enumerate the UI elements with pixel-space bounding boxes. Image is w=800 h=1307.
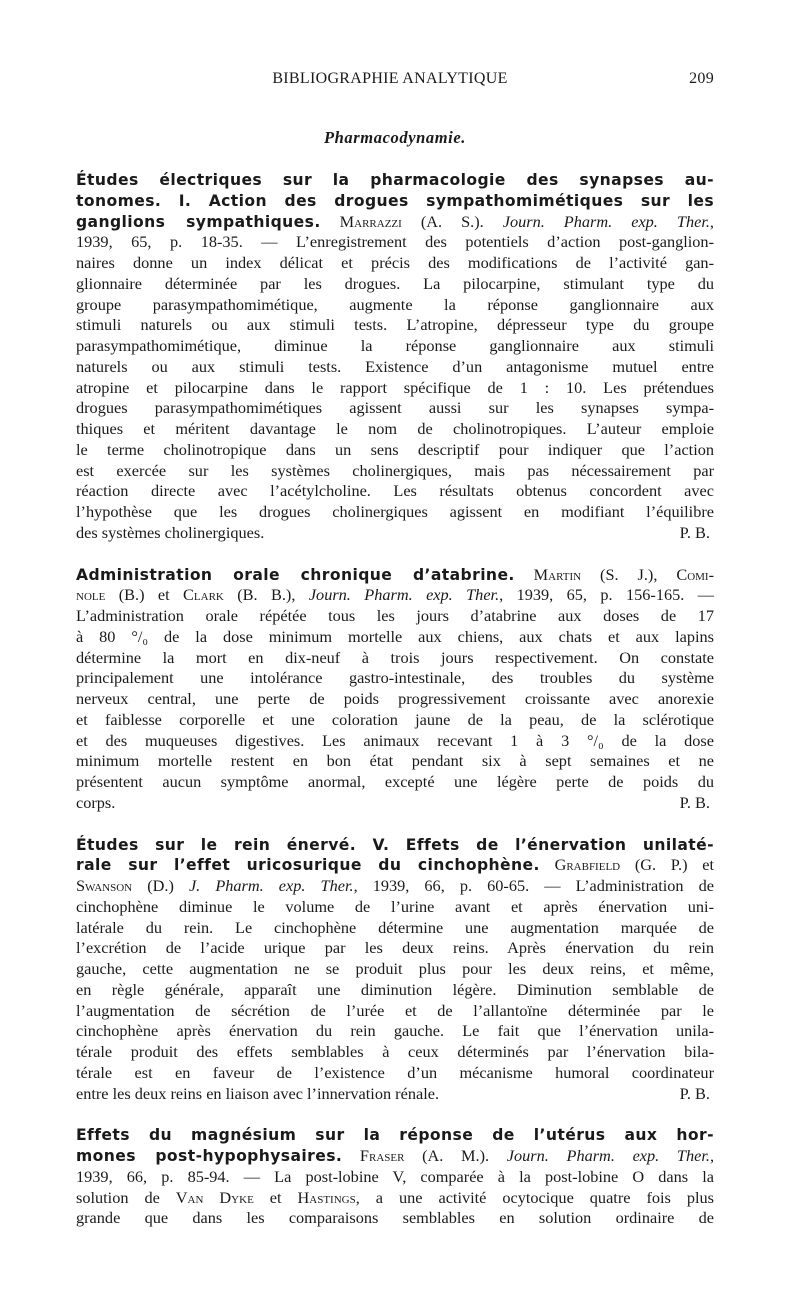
text-run: , — [709, 1146, 715, 1165]
text-line — [76, 461, 714, 482]
abstract-entry — [76, 1125, 714, 1229]
running-head-title: BIBLIOGRAPHIE ANALYTIQUE — [272, 70, 508, 87]
abstract-entry — [76, 565, 714, 814]
text-run: l’excrétion de l’acide urique par les deux reins. Après énervation du rein — [76, 938, 714, 958]
text-line — [76, 502, 714, 523]
text-line — [76, 170, 714, 191]
text-line — [76, 1167, 714, 1188]
final-line-text: des systèmes cholinergiques. — [76, 522, 265, 542]
text-run: présentent aucun symptôme anormal, excepté une légère perte de poids du — [76, 772, 714, 791]
text-line — [76, 1125, 714, 1146]
text-run: (B. B.), — [223, 585, 309, 605]
final-line — [76, 793, 714, 814]
author-name: Marrazzi — [339, 211, 402, 231]
text-line — [76, 689, 714, 710]
text-run: (D.) — [132, 876, 189, 895]
final-line-text: entre les deux reins en liaison avec l’innervation rénale. — [76, 1083, 440, 1103]
text-run: drogues parasympathomimétiques agissent aussi sur les synapses sympa- — [76, 398, 714, 418]
author-signature: P. B. — [679, 1083, 710, 1103]
text-run: (A. M.). — [404, 1146, 507, 1165]
author-name: Martin — [533, 564, 582, 584]
text-run: grande que dans les comparaisons semblables en solution ordinaire de — [76, 1208, 714, 1228]
text-run: , 1939, 65, p. 156-165. — — [499, 585, 715, 605]
text-run: 1939, 65, p. 18-35. — L’enregistrement des potentiels d’action post-ganglion- — [76, 232, 714, 252]
text-line — [76, 1042, 714, 1063]
text-run: naires donne un index délicat et précis des modifications de l’activité gan- — [76, 253, 714, 272]
text-line — [76, 336, 714, 357]
text-line — [76, 731, 714, 752]
text-line — [76, 191, 714, 212]
text-run: térale produit des effets semblables à ceux déterminés par l’énervation bila- — [76, 1042, 714, 1061]
text-line — [76, 419, 714, 440]
text-line — [76, 918, 714, 939]
text-run: (A. S.). — [401, 211, 503, 231]
entry-heading: Études électriques sur la pharmacologie des synapses au- — [76, 171, 714, 189]
text-line — [76, 606, 714, 627]
text-run: l’augmentation de sécrétion de l’urée et de l’allantoïne déterminée par le — [76, 1000, 714, 1020]
author-name: Clark — [183, 585, 224, 605]
entry-heading: Études sur le rein énervé. V. Effets de l’énervation unilaté- — [76, 835, 714, 854]
text-run — [342, 1146, 360, 1165]
journal-name: J. Pharm. exp. Ther. — [188, 876, 354, 895]
text-run: le terme cholinotropique dans un sens descriptif pour indiquer que l’action — [76, 439, 714, 459]
author-signature: P. B. — [679, 522, 710, 542]
text-line — [76, 959, 714, 980]
text-line — [76, 232, 714, 253]
text-line — [76, 1001, 714, 1022]
text-line — [76, 648, 714, 669]
text-line — [76, 565, 714, 586]
text-line — [76, 253, 714, 274]
entry-heading: rale sur l’effet uricosurique du cinchophène. — [76, 856, 540, 875]
text-run: , — [709, 211, 714, 231]
text-run: L’administration orale répétée tous les jours d’atabrine aux doses de 17 — [76, 606, 714, 625]
text-line — [76, 876, 714, 897]
text-run: principalement une intolérance gastro-intestinale, des troubles du système — [76, 668, 714, 688]
text-line — [76, 668, 714, 689]
text-run: à 80 °/₀ de la dose minimum mortelle aux chiens, aux chats et aux lapins — [76, 626, 714, 646]
text-run: stimuli naturels ou aux stimuli tests. L’atropine, dépresseur type du groupe — [76, 315, 714, 335]
text-run: atropine et pilocarpine dans le rapport spécifique de 1 : 10. Les prétendues — [76, 377, 714, 397]
text-line — [76, 1063, 714, 1084]
text-run: minimum mortelle restent en bon état pendant six à sept semaines et ne — [76, 751, 714, 771]
text-run: cinchophène après énervation du rein gauche. Le fait que l’énervation unila- — [76, 1021, 714, 1041]
text-run: latérale du rein. Le cinchophène détermine une augmentation marquée de — [76, 917, 714, 937]
final-line — [76, 523, 714, 544]
text-line — [76, 980, 714, 1001]
text-run: cinchophène diminue le volume de l’urine avant et après énervation uni- — [76, 896, 714, 916]
text-run — [321, 212, 340, 231]
author-name: Grabfield — [554, 855, 621, 875]
text-line — [76, 481, 714, 502]
text-run: (B.) et — [105, 585, 184, 605]
final-line — [76, 1084, 714, 1105]
text-run: et des muqueuses digestives. Les animaux recevant 1 à 3 °/₀ de la dose — [76, 730, 714, 750]
text-run: détermine la mort en dix-neuf à trois jours respectivement. On constate — [76, 647, 714, 667]
text-run: thiques et méritent davantage le nom de cholinotropiques. L’auteur emploie — [76, 419, 714, 438]
author-name: Hastings — [297, 1187, 356, 1207]
abstract-entry — [76, 170, 714, 544]
text-line — [76, 398, 714, 419]
author-name: Van Dyke — [175, 1187, 254, 1207]
text-line — [76, 378, 714, 399]
text-line — [76, 1146, 714, 1167]
text-run: réaction directe avec l’acétylcholine. Les résultats obtenus concordent avec — [76, 481, 714, 501]
text-line — [76, 772, 714, 793]
text-line — [76, 1208, 714, 1229]
text-line — [76, 1188, 714, 1209]
text-line — [76, 710, 714, 731]
author-signature: P. B. — [679, 792, 710, 812]
text-run: est exercée sur les systèmes cholinergiques, mais pas nécessairement par — [76, 460, 714, 480]
author-name: Swanson — [76, 876, 133, 895]
text-run: , a une activité ocytocique quatre fois plus — [355, 1187, 714, 1207]
journal-name: Journ. Pharm. exp. Ther. — [308, 585, 500, 605]
text-run: (G. P.) et — [620, 855, 714, 875]
text-run: (S. J.), — [581, 564, 677, 584]
text-run: parasympathomimétique, diminue la réponse ganglionnaire aux stimuli — [76, 336, 714, 355]
entries-list — [76, 170, 714, 1229]
text-line — [76, 938, 714, 959]
final-line-text: corps. — [76, 792, 116, 812]
text-run: solution de — [76, 1187, 176, 1207]
text-run: l’hypothèse que les drogues cholinergiques agissent en modifiant l’équilibre — [76, 502, 714, 521]
page-number: 209 — [689, 70, 714, 87]
abstract-entry — [76, 835, 714, 1105]
entry-heading: tonomes. I. Action des drogues sympathomimétiques sur les — [76, 191, 714, 210]
author-name: Comi- — [676, 564, 714, 584]
text-run: gauche, cette augmentation ne se produit plus pour les deux reins, et même, — [76, 959, 714, 978]
entry-heading: ganglions sympathiques. — [76, 212, 321, 231]
author-name: nole — [76, 585, 106, 605]
text-line — [76, 315, 714, 336]
entry-heading: Effets du magnésium sur la réponse de l’utérus aux hor- — [76, 1126, 714, 1145]
entry-heading: mones post-hypophysaires. — [76, 1147, 343, 1165]
text-line — [76, 357, 714, 378]
text-run: 1939, 66, p. 85-94. — La post-lobine V, comparée à la post-lobine O dans la — [76, 1166, 714, 1186]
text-run: naturels ou aux stimuli tests. Existence d’un antagonisme mutuel entre — [76, 356, 714, 376]
text-line — [76, 440, 714, 461]
text-line — [76, 627, 714, 648]
text-line — [76, 855, 714, 876]
text-line — [76, 585, 714, 606]
running-head — [76, 70, 714, 94]
text-run: et — [253, 1187, 298, 1207]
journal-name: Journ. Pharm. exp. Ther. — [506, 1146, 710, 1165]
entry-heading: Administration orale chronique d’atabrine. — [76, 565, 515, 584]
text-line — [76, 212, 714, 233]
text-run: glionnaire déterminée par les drogues. La pilocarpine, stimulant type du — [76, 273, 714, 293]
text-run: groupe parasympathomimétique, augmente la réponse ganglionnaire aux — [76, 294, 714, 314]
text-line — [76, 897, 714, 918]
text-line — [76, 751, 714, 772]
text-line — [76, 274, 714, 295]
text-run: térale est en faveur de l’existence d’un mécanisme humoral coordinateur — [76, 1062, 714, 1082]
text-run: et faiblesse corporelle et une coloration jaune de la peau, de la sclérotique — [76, 709, 714, 729]
text-line — [76, 1021, 714, 1042]
text-run: , 1939, 66, p. 60-65. — L’administration de — [353, 876, 714, 895]
text-run: en règle générale, apparaît une diminution légère. Diminution semblable de — [76, 979, 714, 999]
journal-name: Journ. Pharm. exp. Ther. — [502, 211, 710, 231]
text-line — [76, 295, 714, 316]
text-run: nerveux central, une perte de poids progressivement croissante avec anorexie — [76, 689, 714, 708]
author-name: Fraser — [359, 1146, 405, 1165]
text-line — [76, 835, 714, 856]
text-run — [515, 565, 534, 584]
section-title: Pharmacodynamie. — [323, 128, 467, 147]
text-run — [540, 855, 555, 874]
